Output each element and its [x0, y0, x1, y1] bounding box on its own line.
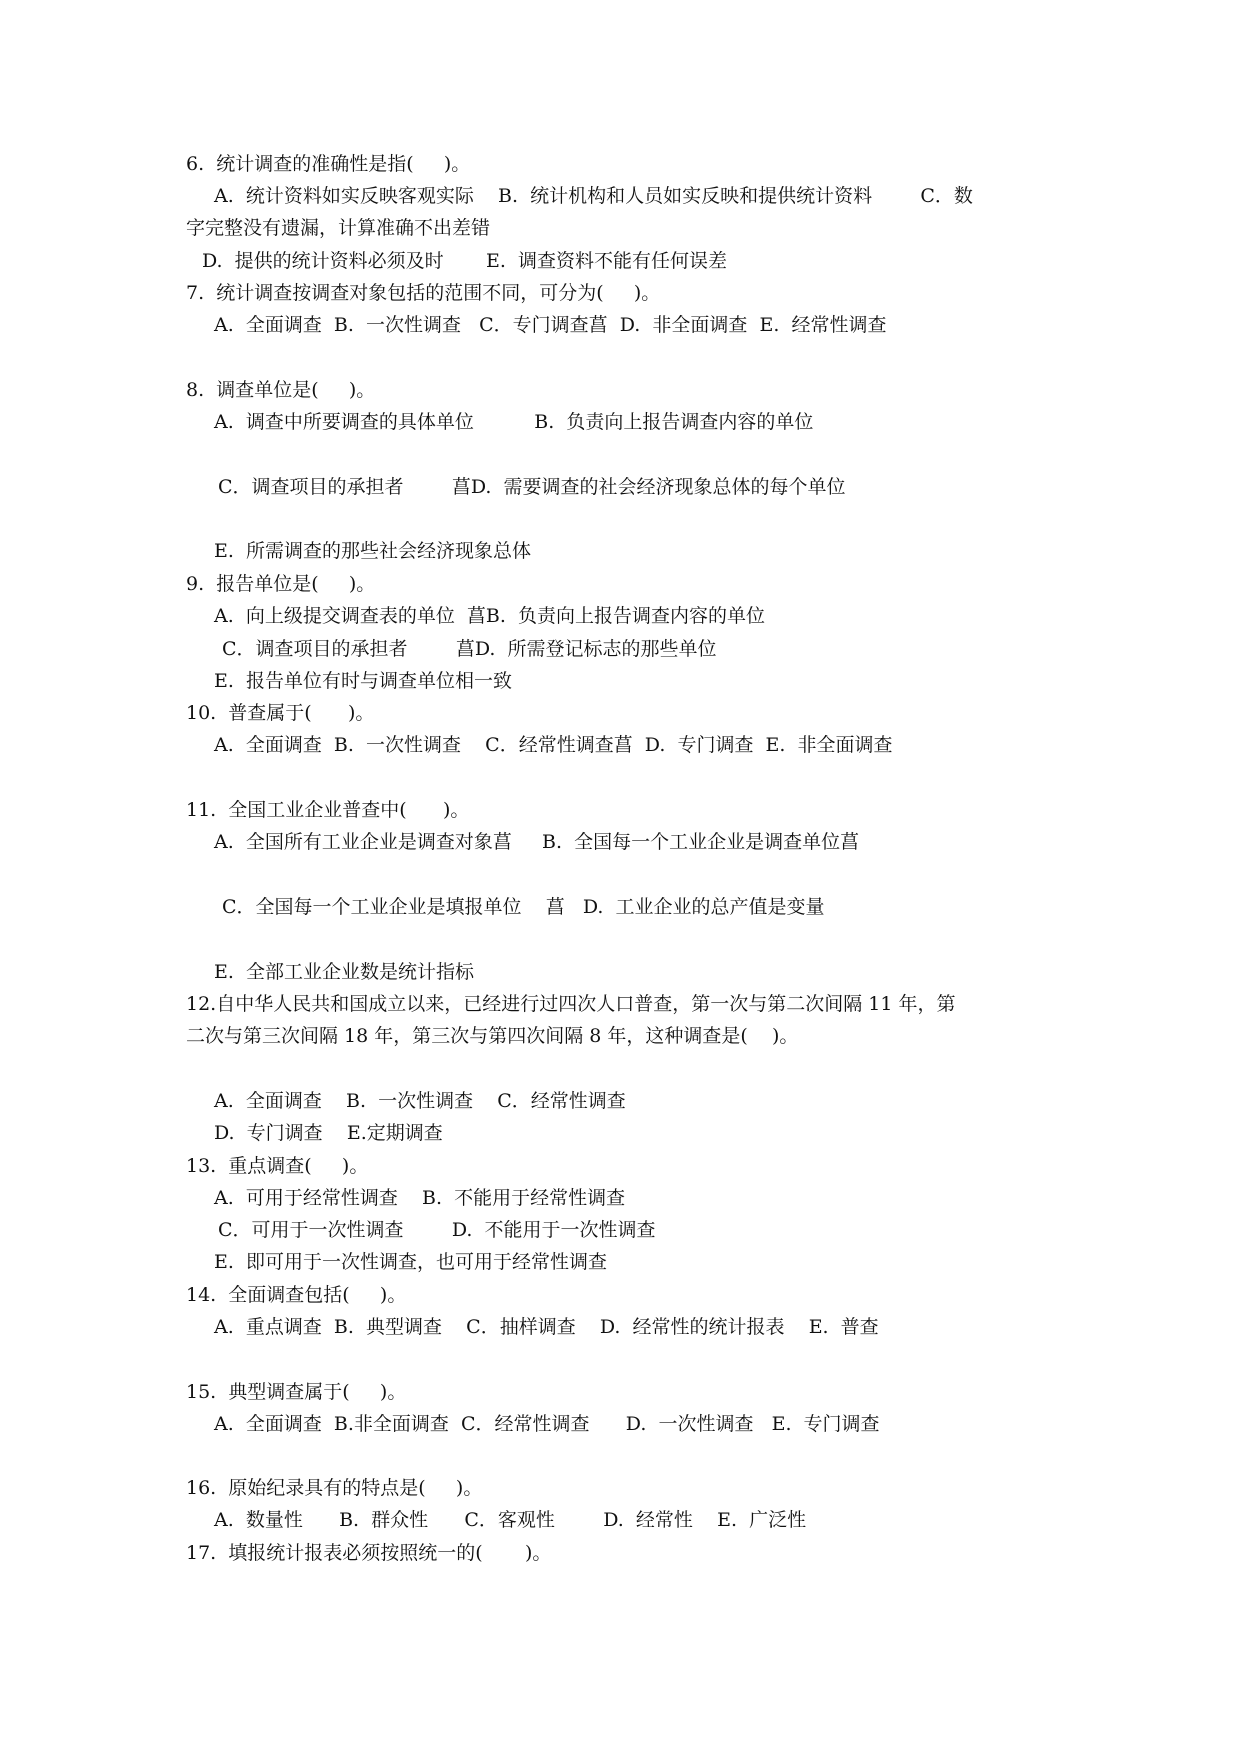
option-line: 字完整没有遗漏，计算准确不出差错 — [186, 217, 491, 239]
option-line: A. 全面调查 B. 一次性调查 C．经常性调查菖 D. 专门调查 E. 非全面调查 — [214, 734, 893, 756]
option-line: A. 全国所有工业企业是调查对象菖 B. 全国每一个工业企业是调查单位菖 — [214, 831, 860, 853]
option-line: A. 重点调查 B. 典型调查 C．抽样调查 D. 经常性的统计报表 E. 普查 — [214, 1316, 879, 1338]
option-line: A. 全面调查 B. 一次性调查 C．经常性调查 — [214, 1090, 626, 1112]
option-line: A. 统计资料如实反映客观实际 B. 统计机构和人员如实反映和提供统计资料 C．数 — [214, 185, 973, 207]
question-text: 二次与第三次间隔 18 年，第三次与第四次间隔 8 年，这种调查是( )。 — [186, 1025, 799, 1047]
option-line: C．可用于一次性调查 D. 不能用于一次性调查 — [218, 1219, 656, 1241]
question-9: 9. 报告单位是( )。 — [186, 573, 376, 595]
option-line: C．调查项目的承担者 菖D. 需要调查的社会经济现象总体的每个单位 — [218, 476, 846, 498]
question-6: 6. 统计调查的准确性是指( )。 — [186, 153, 471, 175]
option-line: E. 报告单位有时与调查单位相一致 — [214, 670, 512, 692]
option-line: D. 专门调查 E.定期调查 — [214, 1122, 443, 1144]
option-line: D. 提供的统计资料必须及时 E. 调查资料不能有任何误差 — [202, 250, 727, 272]
option-line: A. 调查中所要调查的具体单位 B. 负责向上报告调查内容的单位 — [214, 411, 814, 433]
question-10: 10. 普查属于( )。 — [186, 702, 375, 724]
option-line: A. 数量性 B. 群众性 C．客观性 D. 经常性 E. 广泛性 — [214, 1509, 807, 1531]
question-13: 13. 重点调查( )。 — [186, 1155, 369, 1177]
option-line: A. 向上级提交调查表的单位 菖B. 负责向上报告调查内容的单位 — [214, 605, 766, 627]
question-16: 16. 原始纪录具有的特点是( )。 — [186, 1477, 483, 1499]
question-8: 8. 调查单位是( )。 — [186, 379, 376, 401]
option-line: E. 即可用于一次性调查，也可用于经常性调查 — [214, 1251, 607, 1273]
option-line: A. 可用于经常性调查 B. 不能用于经常性调查 — [214, 1187, 626, 1209]
question-15: 15. 典型调查属于( )。 — [186, 1381, 407, 1403]
option-line: A. 全面调查 B. 一次性调查 C．专门调查菖 D. 非全面调查 E. 经常性调查 — [214, 314, 887, 336]
option-line: C．调查项目的承担者 菖D. 所需登记标志的那些单位 — [222, 638, 717, 660]
option-line: A. 全面调查 B.非全面调查 C．经常性调查 D. 一次性调查 E. 专门调查 — [214, 1413, 880, 1435]
option-line: E. 所需调查的那些社会经济现象总体 — [214, 540, 531, 562]
question-11: 11. 全国工业企业普查中( )。 — [186, 799, 470, 821]
question-12: 12.自中华人民共和国成立以来，已经进行过四次人口普查，第一次与第二次间隔 11 年，第 — [186, 993, 956, 1015]
question-17: 17. 填报统计报表必须按照统一的( )。 — [186, 1542, 552, 1564]
question-14: 14. 全面调查包括( )。 — [186, 1284, 407, 1306]
option-line: E. 全部工业企业数是统计指标 — [214, 961, 474, 983]
question-7: 7. 统计调查按调查对象包括的范围不同，可分为( )。 — [186, 282, 661, 304]
option-line: C．全国每一个工业企业是填报单位 菖 D. 工业企业的总产值是变量 — [222, 896, 825, 918]
